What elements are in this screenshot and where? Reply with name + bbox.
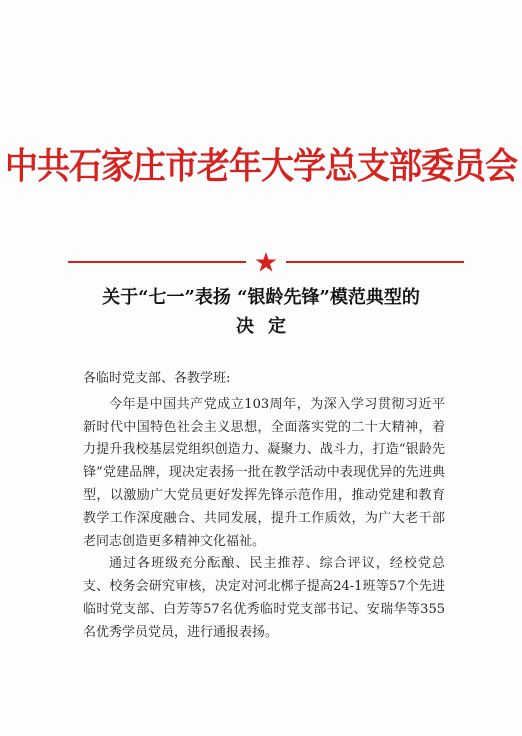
body-paragraph-1: 今年是中国共产党成立103周年，为深入学习贯彻习近平新时代中国特色社会主义思想，全面落实党的二十大精神，着力提升我校基层党组织创造力、凝聚力、战斗力，打造“银龄先锋”党建品牌，现决定表扬一批在教学活动中表现优异的先进典型，以激励广大党员更好发挥先锋示范作用，推动党建和教育教学工作深度融合、共同发展，提升工作质效，为广大老干部老同志创造更多精神文化福祉。	[83, 396, 445, 549]
divider-line-right	[286, 261, 464, 263]
org-red-header: 中共石家庄市老年大学总支部委员会	[5, 144, 517, 187]
divider-line-left	[68, 261, 246, 263]
document-title-line1: 关于“七一”表扬 “银龄先锋”模范典型的	[102, 287, 420, 308]
document-body	[83, 368, 445, 645]
body-paragraph-2: 通过各班级充分酝酿、民主推荐、综合评议，经校党总支、校务会研究审核，决定对河北梆子提高24-1班等57个先进临时党支部、白芳等57名优秀临时党支部书记、安瑞华等355名优秀学员党员，进行通报表扬。	[83, 556, 445, 640]
red-star-icon	[255, 252, 277, 272]
red-divider	[68, 252, 464, 272]
document-title-line2: 决定	[236, 316, 300, 337]
salutation: 各临时党支部、各教学班:	[83, 371, 231, 386]
